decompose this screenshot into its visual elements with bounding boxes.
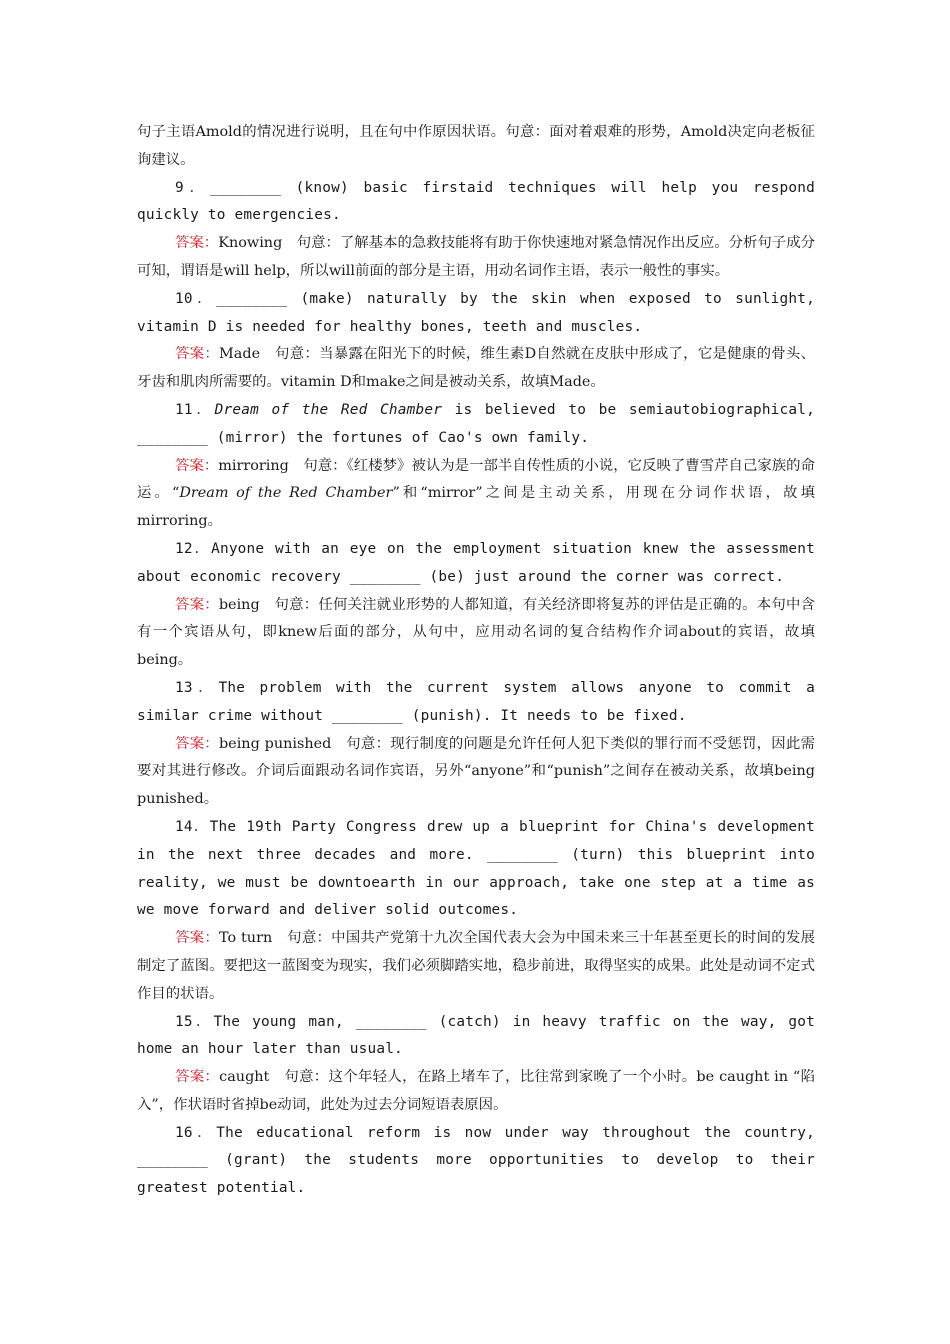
question-11: 11．Dream of the Red Chamber is believed to be semiautobiographical, ________ (mirror) the fortunes of Cao's own family.: [137, 401, 816, 446]
book-title: Dream of the Red Chamber: [214, 401, 443, 418]
answer-label: 答案：: [175, 235, 219, 252]
answer-label: 答案：: [175, 735, 219, 752]
question-16: 16．The educational reform is now under way throughout the country, ________ (grant) the students more opportunities to develop to their greatest potential.: [137, 1124, 815, 1197]
answer-label: 答案：: [175, 930, 220, 947]
question-14: 14．The 19th Party Congress drew up a blueprint for China's development in the next three decades and more. ________ (turn) this blueprint into reality, we must be downtoearth in our approach, take one step at a time as we move forward and deliver solid outcomes.: [137, 818, 815, 919]
answer-14: 答案：To turn 句意：中国共产党第十九次全国代表大会为中国未来三十年甚至更长的时间的发展制定了蓝图。要把这一蓝图变为现实，我们必须脚踏实地，稳步前进，取得坚实的成果。此处是动词不定式作目的状语。: [137, 930, 815, 1002]
intro-paragraph: 句子主语Amold的情况进行说明，且在句中作原因状语。句意：面对着艰难的形势，Amold决定向老板征询建议。: [137, 124, 815, 168]
answer-9: 答案：Knowing 句意：了解基本的急救技能将有助于你快速地对紧急情况作出反应。分析句子成分可知，谓语是will help，所以will前面的部分是主语，用动名词作主语，表示一般性的事实。: [137, 235, 815, 279]
answer-13: 答案：being punished 句意：现行制度的问题是允许任何人犯下类似的罪行而不受惩罚，因此需要对其进行修改。介词后面跟动名词作宾语，另外“anyone”和“punish”之间存在被动关系，故填being punished。: [137, 735, 815, 808]
question-13: 13．The problem with the current system allows anyone to commit a similar crime without ________ (punish). It needs to be fixed.: [137, 679, 815, 724]
answer-11: 答案：mirroring 句意：《红楼梦》被认为是一部半自传性质的小说，它反映了曹雪芹自己家族的命运。“Dream of the Red Chamber”和“mirror”之间是主动关系，用现在分词作状语，故填mirroring。: [137, 457, 815, 530]
answer-label: 答案：: [175, 457, 219, 474]
question-9: 9．________ (know) basic firstaid techniques will help you respond quickly to emergencies.: [137, 179, 815, 224]
answer-label: 答案：: [175, 346, 220, 363]
answer-label: 答案：: [175, 1069, 220, 1086]
question-15: 15．The young man, ________ (catch) in heavy traffic on the way, got home an hour later than usual.: [137, 1013, 815, 1058]
answer-label: 答案：: [175, 596, 219, 613]
answer-10: 答案：Made 句意：当暴露在阳光下的时候，维生素D自然就在皮肤中形成了，它是健康的骨头、牙齿和肌肉所需要的。vitamin D和make之间是被动关系，故填Made。: [137, 346, 815, 391]
question-10: 10．________ (make) naturally by the skin when exposed to sunlight, vitamin D is needed for healthy bones, teeth and muscles.: [137, 290, 815, 335]
question-12: 12．Anyone with an eye on the employment situation knew the assessment about economic recovery ________ (be) just around the corner was correct.: [137, 540, 815, 585]
answer-12: 答案：being 句意：任何关注就业形势的人都知道，有关经济即将复苏的评估是正确的。本句中含有一个宾语从句，即knew后面的部分，从句中，应用动名词的复合结构作介词about的宾语，故填being。: [137, 596, 815, 669]
answer-15: 答案：caught 句意：这个年轻人，在路上堵车了，比往常到家晚了一个小时。be caught in “陷入”，作状语时省掉be动词，此处为过去分词短语表原因。: [137, 1069, 815, 1113]
book-title: Dream of the Red Chamber: [179, 485, 393, 502]
document-page: [137, 119, 815, 1203]
